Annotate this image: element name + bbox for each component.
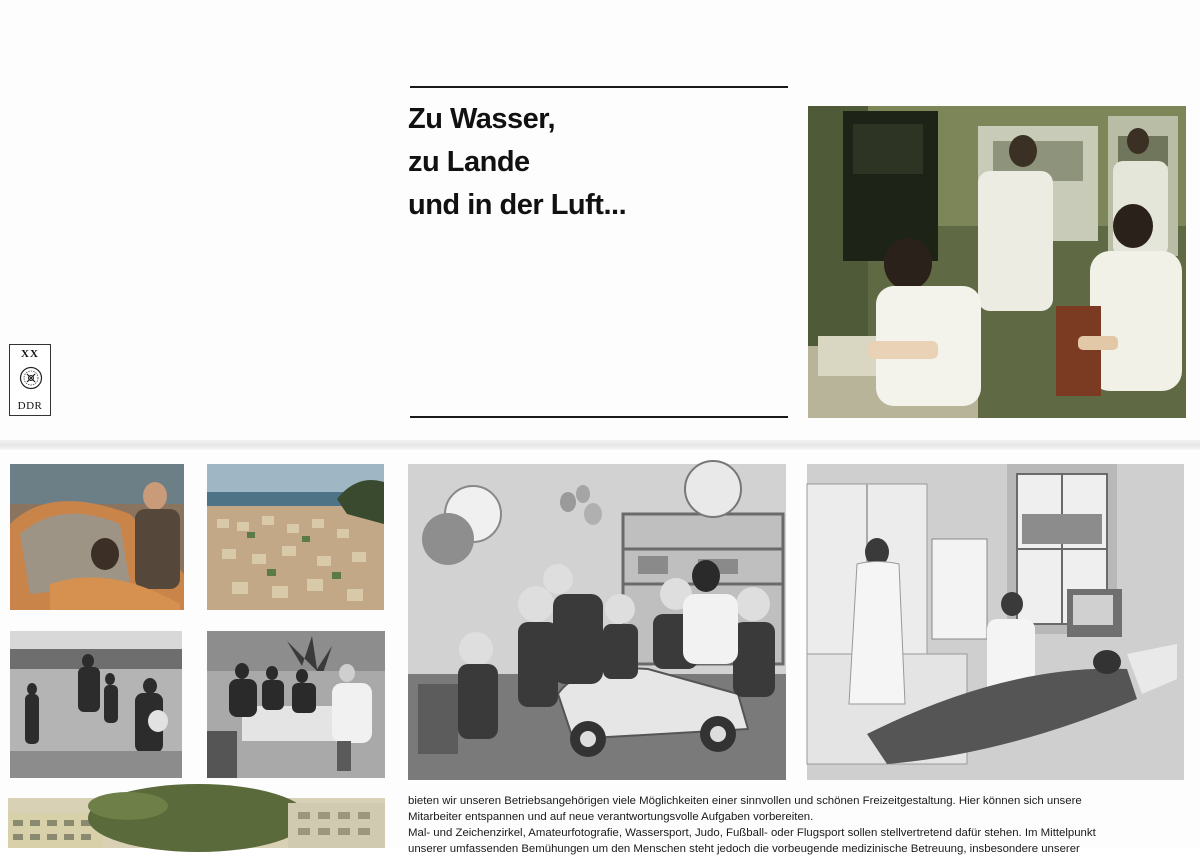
kindergarten-photo bbox=[408, 464, 786, 780]
state-emblem-icon bbox=[19, 365, 43, 391]
control-room-photo bbox=[808, 106, 1186, 418]
ddr-anniversary-logo bbox=[9, 344, 51, 416]
medical-photo bbox=[807, 464, 1184, 780]
body-text bbox=[408, 793, 1186, 857]
logo-country: DDR bbox=[17, 400, 43, 412]
building-photo bbox=[8, 798, 385, 848]
logo-number: XX bbox=[21, 348, 39, 360]
headline bbox=[408, 98, 778, 227]
swimmers-photo bbox=[10, 631, 182, 778]
headline-rule-bottom bbox=[410, 416, 788, 418]
body-line-3: Mal- und Zeichenzirkel, Amateurfotografie, Wassersport, Judo, Fußball- oder Flugsport sollen stellvertretend dafür stehen. Im Mittelpunkt bbox=[408, 827, 1096, 839]
body-line-4: unserer umfassenden Bemühungen um den Menschen steht jedoch die vorbeugende medizinische Betreuung, insbesondere unserer bbox=[408, 843, 1080, 855]
body-line-2: Mitarbeiter entspannen und auf neue verantwortungsvolle Aufgaben vorbereiten. bbox=[408, 811, 814, 823]
page-fold bbox=[0, 440, 1200, 450]
beach-photo bbox=[207, 464, 384, 610]
lounge-photo bbox=[207, 631, 385, 778]
headline-rule-top bbox=[410, 86, 788, 88]
headline-line-3: und in der Luft... bbox=[408, 189, 627, 221]
headline-line-1: Zu Wasser, bbox=[408, 103, 556, 135]
headline-line-2: zu Lande bbox=[408, 146, 530, 178]
glider-photo bbox=[10, 464, 184, 610]
body-line-1: bieten wir unseren Betriebsangehörigen viele Möglichkeiten einer sinnvollen und schönen Freizeitgestaltung. Hier können sich unsere bbox=[408, 795, 1082, 807]
